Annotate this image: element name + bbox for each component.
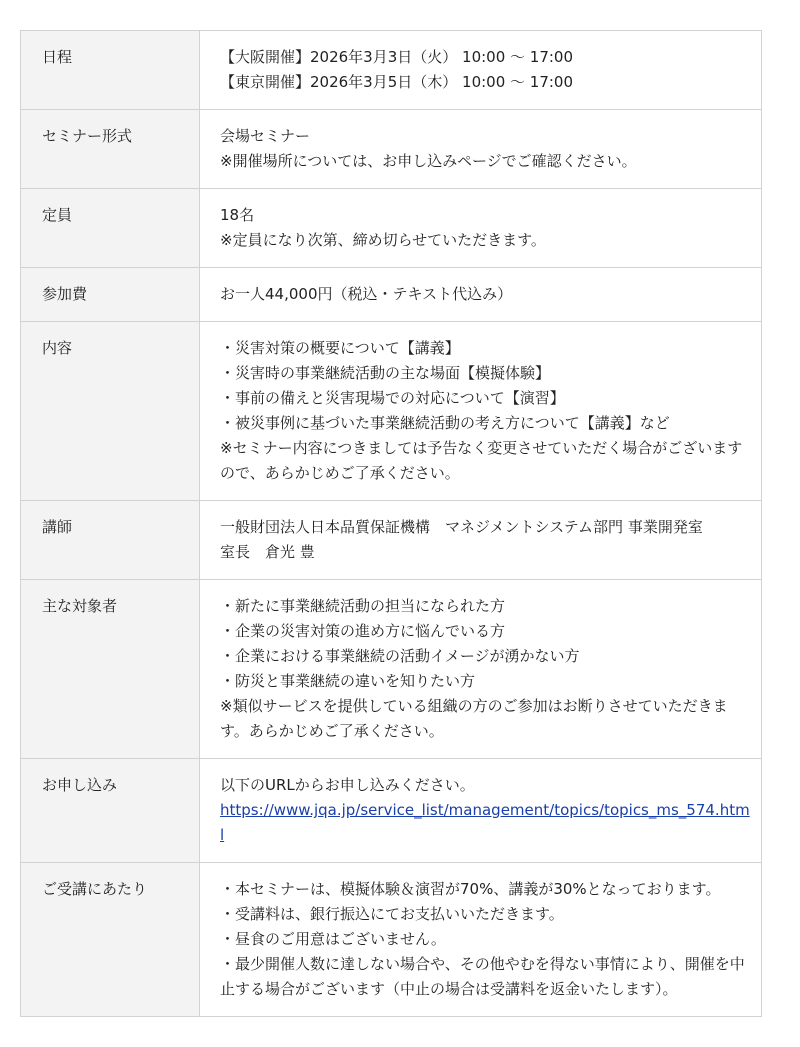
instructor-name: 室長 倉光 豊	[220, 543, 315, 561]
fee-amount: お一人44,000円（税込・テキスト代込み）	[220, 285, 513, 303]
target-item: ・新たに事業継続活動の担当になられた方	[220, 597, 506, 615]
row-label-capacity: 定員	[21, 189, 200, 268]
row-label-format: セミナー形式	[21, 110, 200, 189]
target-item: ・防災と事業継続の違いを知りたい方	[220, 672, 476, 690]
row-format	[21, 110, 762, 189]
row-label-fee: 参加費	[21, 268, 200, 322]
notes-item: ・最少開催人数に達しない場合や、その他やむを得ない事情により、開催を中止する場合がございます（中止の場合は受講料を返金いたします）。	[220, 955, 745, 998]
row-label-notes: ご受講にあたり	[21, 863, 200, 1017]
content-item: ・被災事例に基づいた事業継続活動の考え方について【講義】など	[220, 414, 670, 432]
row-value-format	[200, 110, 762, 189]
row-label-schedule: 日程	[21, 31, 200, 110]
capacity-note: ※定員になり次第、締め切らせていただきます。	[220, 231, 546, 249]
row-capacity	[21, 189, 762, 268]
row-apply	[21, 759, 762, 863]
row-content	[21, 322, 762, 501]
schedule-osaka: 【大阪開催】2026年3月3日（火） 10:00 〜 17:00	[220, 48, 574, 66]
capacity-count: 18名	[220, 206, 255, 224]
row-value-instructor	[200, 501, 762, 580]
row-label-target: 主な対象者	[21, 580, 200, 759]
target-item: ・企業の災害対策の進め方に悩んでいる方	[220, 622, 506, 640]
instructor-affiliation: 一般財団法人日本品質保証機構 マネジメントシステム部門 事業開発室	[220, 518, 703, 536]
row-value-apply	[200, 759, 762, 863]
row-fee	[21, 268, 762, 322]
format-note: ※開催場所については、お申し込みページでご確認ください。	[220, 152, 637, 170]
content-item: ・事前の備えと災害現場での対応について【演習】	[220, 389, 565, 407]
format-type: 会場セミナー	[220, 127, 311, 145]
apply-link[interactable]: https://www.jqa.jp/service_list/management/topics/topics_ms_574.html	[220, 801, 750, 844]
seminar-info-table	[20, 30, 762, 1017]
notes-item: ・受講料は、銀行振込にてお支払いいただきます。	[220, 905, 564, 923]
target-note: ※類似サービスを提供している組織の方のご参加はお断りさせていただきます。あらかじめご了承ください。	[220, 697, 728, 740]
seminar-info-sheet	[20, 30, 762, 1017]
content-note: ※セミナー内容につきましては予告なく変更させていただく場合がございますので、あらかじめご了承ください。	[220, 439, 743, 482]
row-value-schedule	[200, 31, 762, 110]
row-schedule	[21, 31, 762, 110]
content-item: ・災害時の事業継続活動の主な場面【模擬体験】	[220, 364, 551, 382]
row-label-instructor: 講師	[21, 501, 200, 580]
row-value-notes	[200, 863, 762, 1017]
row-value-content	[200, 322, 762, 501]
target-item: ・企業における事業継続の活動イメージが湧かない方	[220, 647, 580, 665]
content-item: ・災害対策の概要について【講義】	[220, 339, 460, 357]
row-notes	[21, 863, 762, 1017]
row-label-apply: お申し込み	[21, 759, 200, 863]
apply-intro: 以下のURLからお申し込みください。	[220, 776, 475, 794]
row-value-target	[200, 580, 762, 759]
notes-item: ・昼食のご用意はございません。	[220, 930, 446, 948]
notes-item: ・本セミナーは、模擬体験＆演習が70%、講義が30%となっております。	[220, 880, 721, 898]
schedule-tokyo: 【東京開催】2026年3月5日（木） 10:00 〜 17:00	[220, 73, 574, 91]
row-target	[21, 580, 762, 759]
row-label-content: 内容	[21, 322, 200, 501]
row-value-fee	[200, 268, 762, 322]
row-value-capacity	[200, 189, 762, 268]
row-instructor	[21, 501, 762, 580]
